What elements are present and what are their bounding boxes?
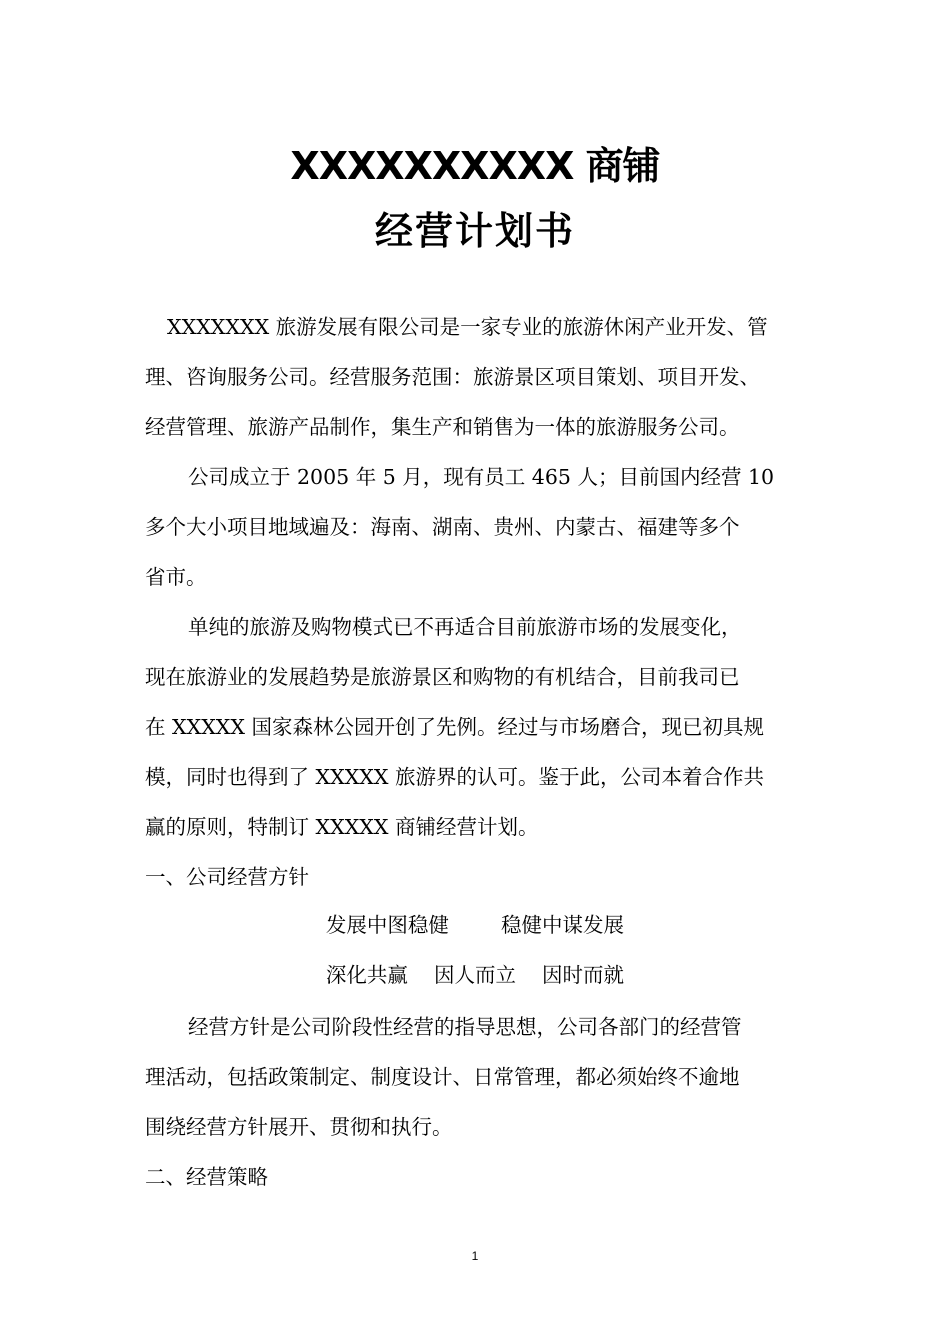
paragraph3-line3: 在 XXXXX 国家森林公园开创了先例。经过与市场磨合，现已初具规 (145, 715, 765, 739)
page-number: 1 (471, 1249, 479, 1263)
paragraph2-line1: 公司成立于 2005 年 5 月，现有员工 465 人；目前国内经营 10 (188, 465, 775, 489)
paragraph3-line1: 单纯的旅游及购物模式已不再适合目前旅游市场的发展变化， (188, 615, 742, 639)
paragraph4-line2: 理活动，包括政策制定、制度设计、日常管理，都必须始终不逾地 (145, 1065, 740, 1089)
section1-heading: 一、公司经营方针 (145, 865, 309, 889)
document-title-line1: XXXXXXXXXX 商铺 (290, 144, 660, 188)
paragraph4-line1: 经营方针是公司阶段性经营的指导思想，公司各部门的经营管 (188, 1015, 742, 1039)
paragraph2-line3: 省市。 (145, 565, 207, 589)
paragraph3-line4: 模，同时也得到了 XXXXX 旅游界的认可。鉴于此，公司本着合作共 (145, 765, 765, 789)
paragraph1-line2: 理、咨询服务公司。经营服务范围：旅游景区项目策划、项目开发、 (145, 365, 760, 389)
paragraph3-line2: 现在旅游业的发展趋势是旅游景区和购物的有机结合，目前我司已 (145, 665, 740, 689)
section2-heading: 二、经营策略 (145, 1165, 268, 1189)
paragraph1-line1: XXXXXXX 旅游发展有限公司是一家专业的旅游休闲产业开发、管 (167, 315, 768, 339)
paragraph4-line3: 围绕经营方针展开、贯彻和执行。 (145, 1115, 453, 1139)
document-title-line2: 经营计划书 (374, 209, 575, 253)
motto-line2: 深化共赢 因人而立 因时而就 (325, 963, 625, 987)
motto-line1: 发展中图稳健 稳健中谋发展 (325, 913, 625, 937)
paragraph2-line2: 多个大小项目地域遍及：海南、湖南、贵州、内蒙古、福建等多个 (145, 515, 740, 539)
paragraph1-line3: 经营管理、旅游产品制作，集生产和销售为一体的旅游服务公司。 (145, 415, 740, 439)
paragraph3-line5: 赢的原则，特制订 XXXXX 商铺经营计划。 (145, 815, 539, 839)
